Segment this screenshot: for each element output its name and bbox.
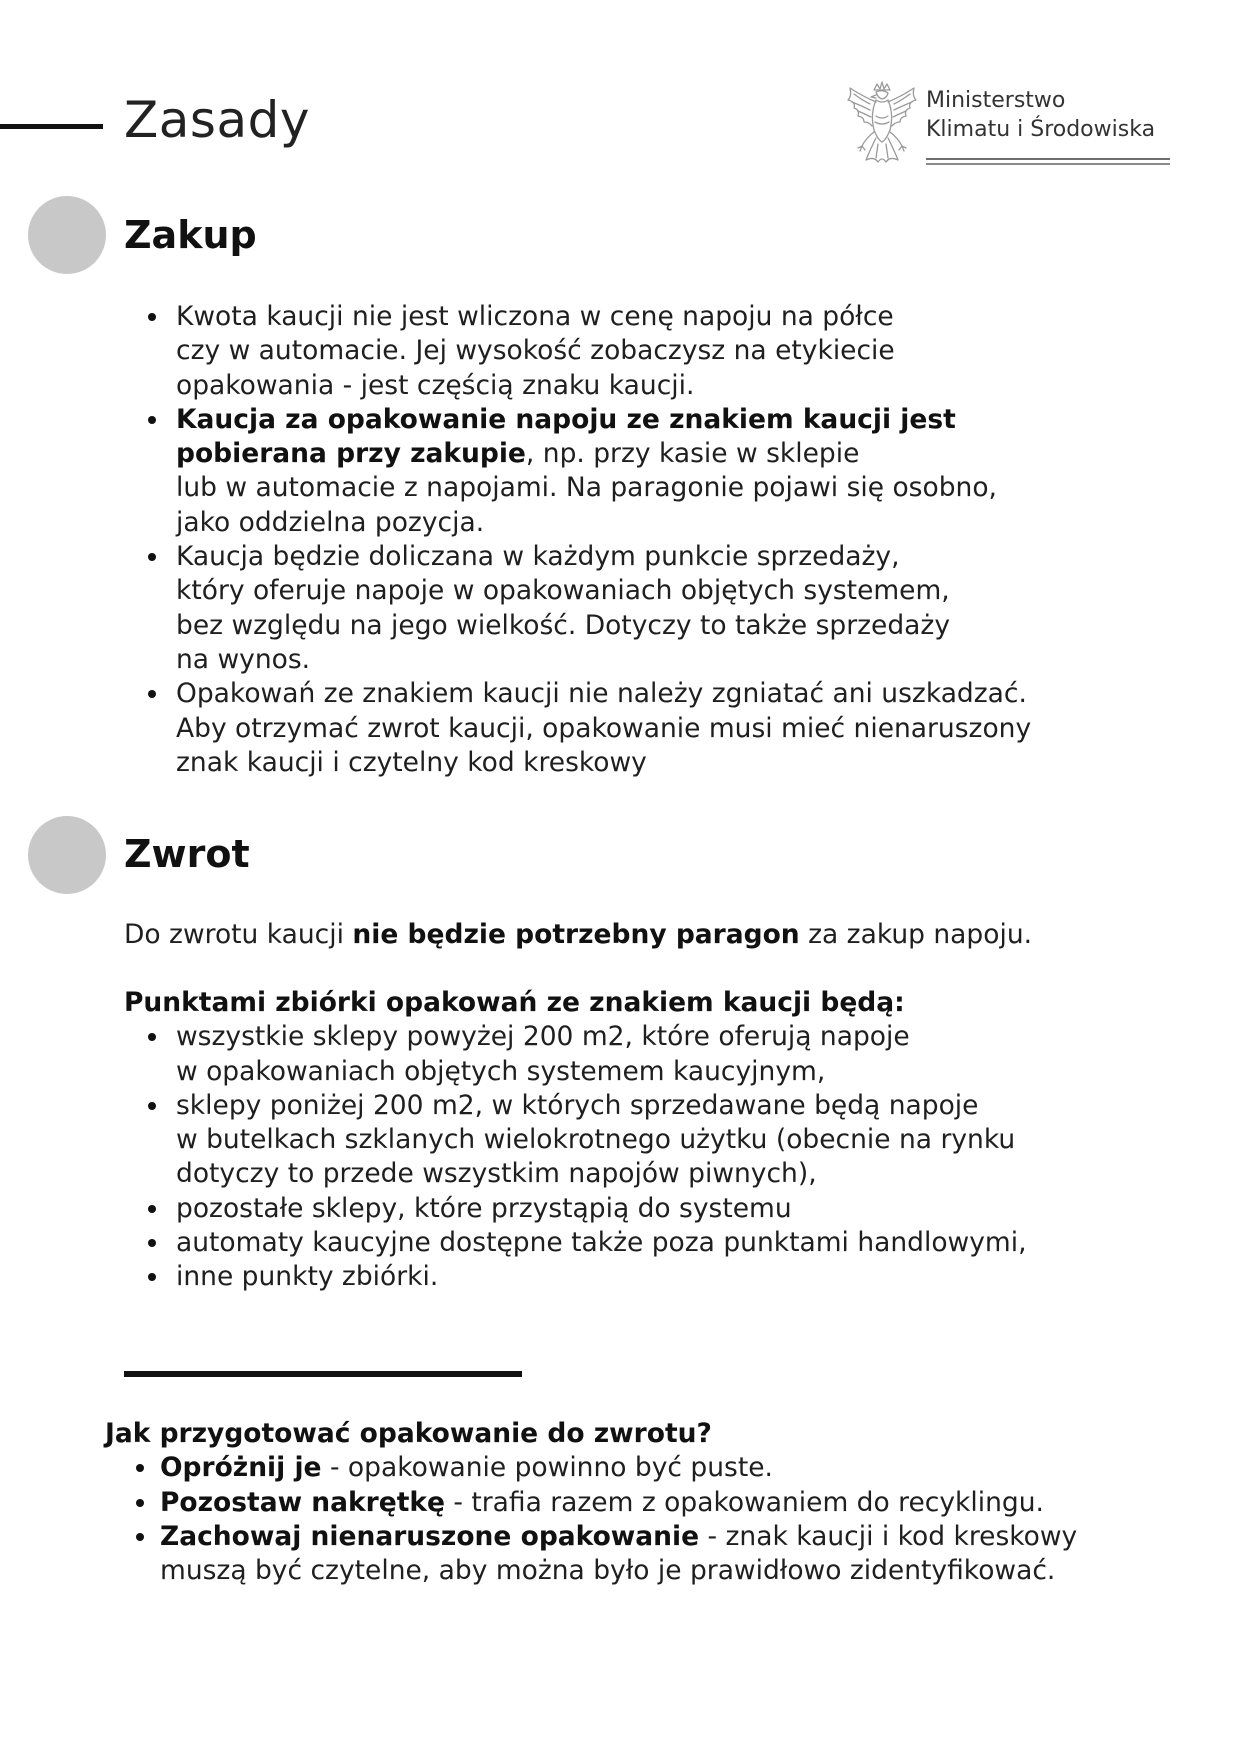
list-item: Opakowań ze znakiem kaucji nie należy zgniatać ani uszkadzać. Aby otrzymać zwrot kaucji, opakowanie musi mieć nienaruszony znak kaucji i czytelny kod kreskowy <box>124 677 1224 780</box>
page-title: Zasady <box>124 91 310 149</box>
title-rule <box>0 124 103 129</box>
list-item: automaty kaucyjne dostępne także poza punktami handlowymi, <box>124 1226 1224 1260</box>
list-item: Opróżnij je - opakowanie powinno być puste. <box>105 1451 1215 1485</box>
list-item: Kaucja za opakowanie napoju ze znakiem kaucji jest pobierana przy zakupie, np. przy kasie w sklepie lub w automacie z napojami. Na paragonie pojawi się osobno, jako oddzielna pozycja. <box>124 403 1224 540</box>
collection-points <box>124 986 1224 1295</box>
logo-line-2: Klimatu i Środowiska <box>926 117 1156 142</box>
list-item: sklepy poniżej 200 m2, w których sprzedawane będą napoje w butelkach szklanych wielokrotnego użytku (obecnie na rynku dotyczy to przede wszystkim napojów piwnych), <box>124 1089 1224 1192</box>
list-item: pozostałe sklepy, które przystąpią do systemu <box>124 1192 1224 1226</box>
ministry-logo <box>840 80 1180 170</box>
logo-bars <box>926 158 1170 168</box>
receipt-note: Do zwrotu kaucji nie będzie potrzebny paragon za zakup napoju. <box>124 919 1033 950</box>
how-to-block <box>105 1417 1215 1588</box>
section-dot-purchase <box>28 196 106 274</box>
how-to-heading: Jak przygotować opakowanie do zwrotu? <box>105 1418 712 1449</box>
list-item: inne punkty zbiórki. <box>124 1260 1224 1294</box>
list-item: Kwota kaucji nie jest wliczona w cenę napoju na półce czy w automacie. Jej wysokość zobaczysz na etykiecie opakowania - jest częścią znaku kaucji. <box>124 300 1224 403</box>
section-divider <box>124 1371 522 1377</box>
list-item: Pozostaw nakrętkę - trafia razem z opakowaniem do recyklingu. <box>105 1486 1215 1520</box>
polish-eagle-icon <box>840 80 924 170</box>
list-item: Kaucja będzie doliczana w każdym punkcie sprzedaży, który oferuje napoje w opakowaniach objętych systemem, bez względu na jego wielkość. Dotyczy to także sprzedaży na wynos. <box>124 540 1224 677</box>
collection-heading: Punktami zbiórki opakowań ze znakiem kaucji będą: <box>124 987 905 1018</box>
list-item: wszystkie sklepy powyżej 200 m2, które oferują napoje w opakowaniach objętych systemem kaucyjnym, <box>124 1020 1224 1089</box>
purchase-list <box>124 300 1224 780</box>
logo-bar <box>926 163 1170 165</box>
section-heading-purchase: Zakup <box>124 213 257 257</box>
section-heading-return: Zwrot <box>124 832 250 876</box>
list-item: Zachowaj nienaruszone opakowanie - znak kaucji i kod kreskowy muszą być czytelne, aby można było je prawidłowo zidentyfikować. <box>105 1520 1215 1589</box>
section-dot-return <box>28 816 106 894</box>
logo-text <box>926 86 1155 144</box>
logo-bar <box>926 158 1170 160</box>
logo-line-1: Ministerstwo <box>926 88 1066 113</box>
